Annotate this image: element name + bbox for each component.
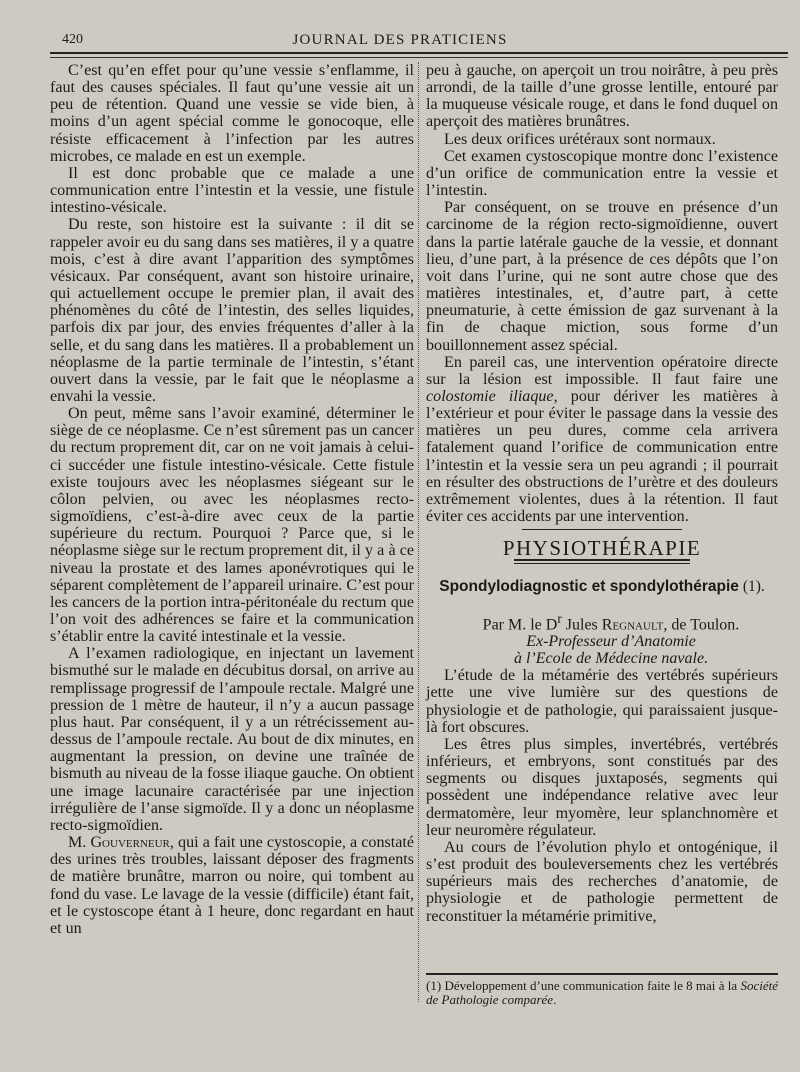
paragraph: Les deux orifices urétéraux sont normaux. xyxy=(444,130,716,148)
byline xyxy=(426,610,778,633)
paragraph: Du reste, son histoire est la suivante : il dit se rappeler avoir eu du sang dans ses matières, il y a quatre mois, c’est à dire avant l’apparition des symptômes vésicaux. Par conséquent, avant son histoire urinaire, qui actuellement occupe le premier plan, il avait des phénomènes du côté de l’intestin, des selles liquides, parfois dix par jour, des envies fréquentes d’aller à la selle, et du sang dans les matières. Il a probablement un néoplasme de la partie terminale de l’intestin, s’étant ouvert dans la vessie, par le fait que le néoplasme a envahi la vessie. xyxy=(50,216,414,405)
text-run: En pareil cas, une intervention opératoire directe sur la lésion est impossible. Il faut faire une xyxy=(426,353,778,388)
footnote-ref: (1). xyxy=(738,578,765,596)
end-rule xyxy=(522,529,682,530)
text-run: Par M. le D xyxy=(482,615,558,633)
author-name: Regnault xyxy=(601,615,664,633)
header-rule xyxy=(50,52,788,54)
left-column xyxy=(50,62,414,937)
footnote-rule xyxy=(426,973,778,975)
article-title-text: Spondylodiagnostic et spondylothérapie xyxy=(439,578,739,596)
paragraph: Cet examen cystoscopique montre donc l’existence d’un orifice de communication entre la vessie et l’intestin. xyxy=(426,147,778,200)
paragraph: Par conséquent, on se trouve en présence d’un carcinome de la région recto-sigmoïdienne, ouvert dans la partie latérale gauche de la vessie, et donnant lieu, d’une part, à la présence de ces dépôts que l’on voit dans l’urine, qui ne sont autre chose que des matières intestinales, et, d’autre part, à cette pneumaturie, à cette émission de gaz survenant à la fin de chaque miction, sous forme d’un bouillonnement assez spécial. xyxy=(426,199,778,354)
paragraph: On peut, même sans l’avoir examiné, déterminer le siège de ce néoplasme. Ce n’est sûrement pas un cancer du rectum proprement dit, car on ne voit jamais à celui-ci succéder une fistule intestino-vésicale. Cette fistule existe toujours avec les néoplasmes siégeant sur le côlon pelvien, ou avec les néoplasmes recto-sigmoïdiens, c’est-à-dire avec ceux de la partie supérieure du rectum. Pourquoi ? Parce que, si le néoplasme siège sur le rectum proprement dit, il y a à ce niveau la prostate et des lames aponévrotiques qui le séparent complètement de l’appareil urinaire. C’est pour les cancers de la portion intra-péritonéale du rectum que l’on voit des adhérences se faire et la communication s’établir entre la cavité intestinale et la vessie. xyxy=(50,405,414,646)
text-run: , pour dériver les matières à l’extérieur et pour éviter le passage dans la vessie des matières un peu dures, comme cela arrivera fatalement quand l’orifice de communication entre l’intestin et la vessie sera un peu agrandi ; il pourrait en résulter des obstructions de l’urètre et des douleurs extrêmement violentes, dues à la rétention. Il faut éviter ces accidents par une intervention. xyxy=(426,387,779,526)
page-header xyxy=(0,28,800,52)
paragraph: peu à gauche, on aperçoit un trou noirâtre, à peu près arrondi, de la taille d’une grosse lentille, entouré par la muqueuse vésicale rouge, et dans le fond duquel on aperçoit des matières brunâtres. xyxy=(426,62,778,131)
paragraph: L’étude de la métamérie des vertébrés supérieurs jette une vive lumière sur des questions de physiologie et de pathologie, qui paraissaient jusque-là fort obscures. xyxy=(426,667,778,736)
paragraph: Il est donc probable que ce malade a une communication entre l’intestin et la vessie, une fistule intestino-vésicale. xyxy=(50,164,414,217)
page-number: 420 xyxy=(62,32,83,47)
article-title xyxy=(426,578,778,595)
column-divider xyxy=(418,62,419,1002)
paragraph xyxy=(50,834,414,937)
header-rule-thin xyxy=(50,57,788,58)
right-column xyxy=(426,62,778,925)
paragraph: C’est qu’en effet pour qu’une vessie s’enflamme, il faut des causes spéciales. Il faut qu’une vessie ait un peu de rétention. Quand une vessie se vide bien, à moins d’un agent spécial comme le gonocoque, elle résiste efficacement à l’infection par les autres microbes, ce malade en est un exemple. xyxy=(50,62,414,165)
paragraph: A l’examen radiologique, en injectant un lavement bismuthé sur le malade en décubitus dorsal, on arrive au remplissage progressif de l’ampoule rectale. Malgré une pression de 1 mètre de hauteur, il n’y a aucun passage plus haut. Par conséquent, il y a un rétrécissement au-dessus de l’ampoule rectale. Au bout de dix minutes, en augmentant la pression, on devine une traînée de bismuth au niveau de la fosse iliaque gauche. On obtient une image lacunaire caractérisée par une injection irrégulière de l’anse sigmoïde. Il y a donc un néoplasme recto-sigmoïdien. xyxy=(50,645,414,834)
affiliation: à l’Ecole de Médecine navale. xyxy=(513,650,709,668)
superscript: r xyxy=(557,610,562,626)
text-run: . xyxy=(553,992,557,1007)
author-name: Gouverneur xyxy=(90,834,170,852)
emphasis: Société de Pathologie comparée xyxy=(426,978,778,1007)
emphasis: colostomie iliaque xyxy=(426,387,554,405)
text-run: , qui a fait une cystoscopie, a constaté des urines très troubles, laissant déposer des fragments de matière brunâtre, marron ou noire, qui tombent au fond du vase. Le lavage de la vessie (difficile) étant fait, et le cystoscope étant à 1 heure, donc regardant en haut et un xyxy=(50,834,414,937)
text-run: M. xyxy=(68,834,91,852)
footnote xyxy=(426,979,778,1007)
paragraph xyxy=(426,354,778,526)
paragraph: Au cours de l’évolution phylo et ontogénique, il s’est produit des bouleversements chez les vertébrés supérieurs mais des recherches d’anatomie, de physiologie et de pathologie permettent de reconstituer la métamérie primitive, xyxy=(426,838,778,925)
running-title: JOURNAL DES PRATICIENS xyxy=(292,32,508,48)
text-run: , de Toulon. xyxy=(663,615,740,633)
paragraph: Les êtres plus simples, invertébrés, vertébrés inférieurs, et embryons, sont constitués par des segments ou disques juxtaposés, segments qui possèdent une indépendance relative avec leur dermatomère, leur myomère, leur splanchnomère et leur neuromère régulateur. xyxy=(426,735,778,839)
section-title: PHYSIOTHÉRAPIE xyxy=(502,536,702,561)
section-rule-thin xyxy=(514,563,690,564)
text-run: Jules xyxy=(561,615,602,633)
affiliation: Ex-Professeur d’Anatomie xyxy=(526,633,696,651)
text-run: (1) Développement d’une communication faite le 8 mai à la xyxy=(426,978,741,993)
